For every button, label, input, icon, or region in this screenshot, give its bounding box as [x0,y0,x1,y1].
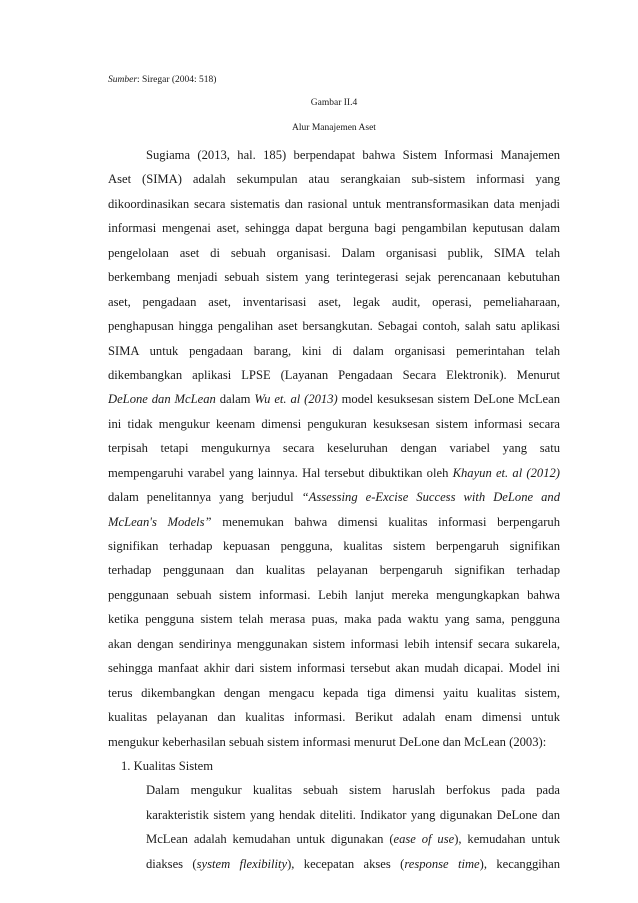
list-item-heading: 1. Kualitas Sistem [121,758,213,773]
paragraph-line: terus dikembangkan dengan mengacu kepada tiga dimensi yaitu kualitas sistem, [108,685,560,700]
paragraph-line: berkembang menjadi sebuah sistem yang terintegerasi sejak perencanaan kebutuhan [108,270,560,285]
figure-source [108,75,216,85]
paragraph-line: ini tidak mengukur keenam dimensi pengukuran kesuksesan sistem informasi secara [108,416,560,431]
italic-text: McLean's Models” [108,514,212,529]
paragraph-line: pengelolaan aset di sebuah organisasi. Dalam organisasi publik, SIMA telah [108,245,560,260]
text-run: diakses ( [146,856,197,871]
text-run: model kesuksesan sistem DeLone McLean [337,392,560,407]
paragraph-line: aset, pengadaan aset, inventarisasi aset, legak audit, operasi, pemeliaharaan, [108,294,560,309]
paragraph-line: informasi mengenai aset, sehingga dapat berguna bagi pengambilan keputusan dalam [108,221,560,236]
text-run: McLean adalah kemudahan untuk digunakan ( [146,832,394,847]
paragraph-line: dikoordinasikan secara sistematis dan rasional untuk mentransformasikan data menjadi [108,196,560,211]
paragraph-line: ketika pengguna sistem telah merasa puas, maka pada waktu yang sama, pengguna [108,612,560,627]
paragraph-line: signifikan terhadap kepuasan pengguna, kualitas sistem berpengaruh signifikan [108,539,560,553]
text-run: menemukan bahwa dimensi kualitas informasi berpengaruh [211,514,560,529]
text-run: ), kemudahan untuk [454,832,560,847]
paragraph-line: Sugiama (2013, hal. 185) berpendapat bahwa Sistem Informasi Manajemen [146,148,560,162]
italic-text: DeLone dan McLean [108,392,216,407]
list-item-line: karakteristik sistem yang hendak diteliti. Indikator yang digunakan DeLone dan [146,807,560,822]
paragraph-line: mengukur keberhasilan sebuah sistem informasi menurut DeLone dan McLean (2003): [108,734,547,749]
paragraph-line: penghapusan hingga pengalihan aset bersangkutan. Sebagai contoh, salah satu aplikasi [108,319,560,334]
paragraph-line [108,485,560,509]
italic-text: system flexibility [196,856,288,871]
italic-text: Khayun et. al (2012) [452,465,560,480]
paragraph-line: penggunaan sebuah sistem informasi. Lebih lanjut mereka mengungkapkan bahwa [108,587,560,602]
text-run: ), kecanggihan [479,856,560,871]
text-run: dalam [215,392,255,407]
paragraph-line: sehingga manfaat akhir dari sistem informasi tersebut akan mudah dicapai. Model ini [108,661,560,676]
source-label: Sumber [108,75,138,85]
list-item-line: Dalam mengukur kualitas sebuah sistem haruslah berfokus pada pada [146,783,560,798]
paragraph-line: Aset (SIMA) adalah sekumpulan atau serangkaian sub-sistem informasi yang [108,172,560,187]
paragraph-line: dikembangkan aplikasi LPSE (Layanan Pengadaan Secara Elektronik). Menurut [108,367,560,382]
paragraph-line: akan dengan sendirinya menggunakan sistem informasi lebih intensif secara sukarela, [108,636,560,651]
source-text: : Siregar (2004: 518) [137,75,217,85]
list-item-line [108,852,560,876]
text-run: mempengaruhi varabel yang lainnya. Hal tersebut dibuktikan oleh [108,465,453,480]
text-run: dalam penelitannya yang berjudul [108,490,302,505]
text-run: ), kecepatan akses ( [287,856,405,871]
paragraph-line: SIMA untuk pengadaan barang, kini di dalam organisasi pemerintahan telah [108,343,560,358]
paragraph-line: kualitas pelayanan dan kualitas informasi. Berikut adalah enam dimensi untuk [108,710,560,725]
figure-number: Gambar II.4 [310,98,358,108]
italic-text: “Assessing e-Excise Success with DeLone and [301,490,560,505]
italic-text: ease of use [393,832,455,847]
list-item-line [108,827,560,851]
paragraph-line [108,461,560,485]
paragraph-line [108,387,560,411]
figure-title: Alur Manajemen Aset [292,123,376,133]
italic-text: response time [404,856,480,871]
body-text [108,143,560,876]
paragraph-line: terpisah tetapi mengukurnya secara keseluruhan dengan variabel yang satu [108,441,560,456]
paragraph-line [108,510,560,534]
paragraph-line: terhadap penggunaan dan kualitas pelayanan berpengaruh signifikan terhadap [108,563,560,578]
italic-text: Wu et. al (2013) [254,392,338,407]
